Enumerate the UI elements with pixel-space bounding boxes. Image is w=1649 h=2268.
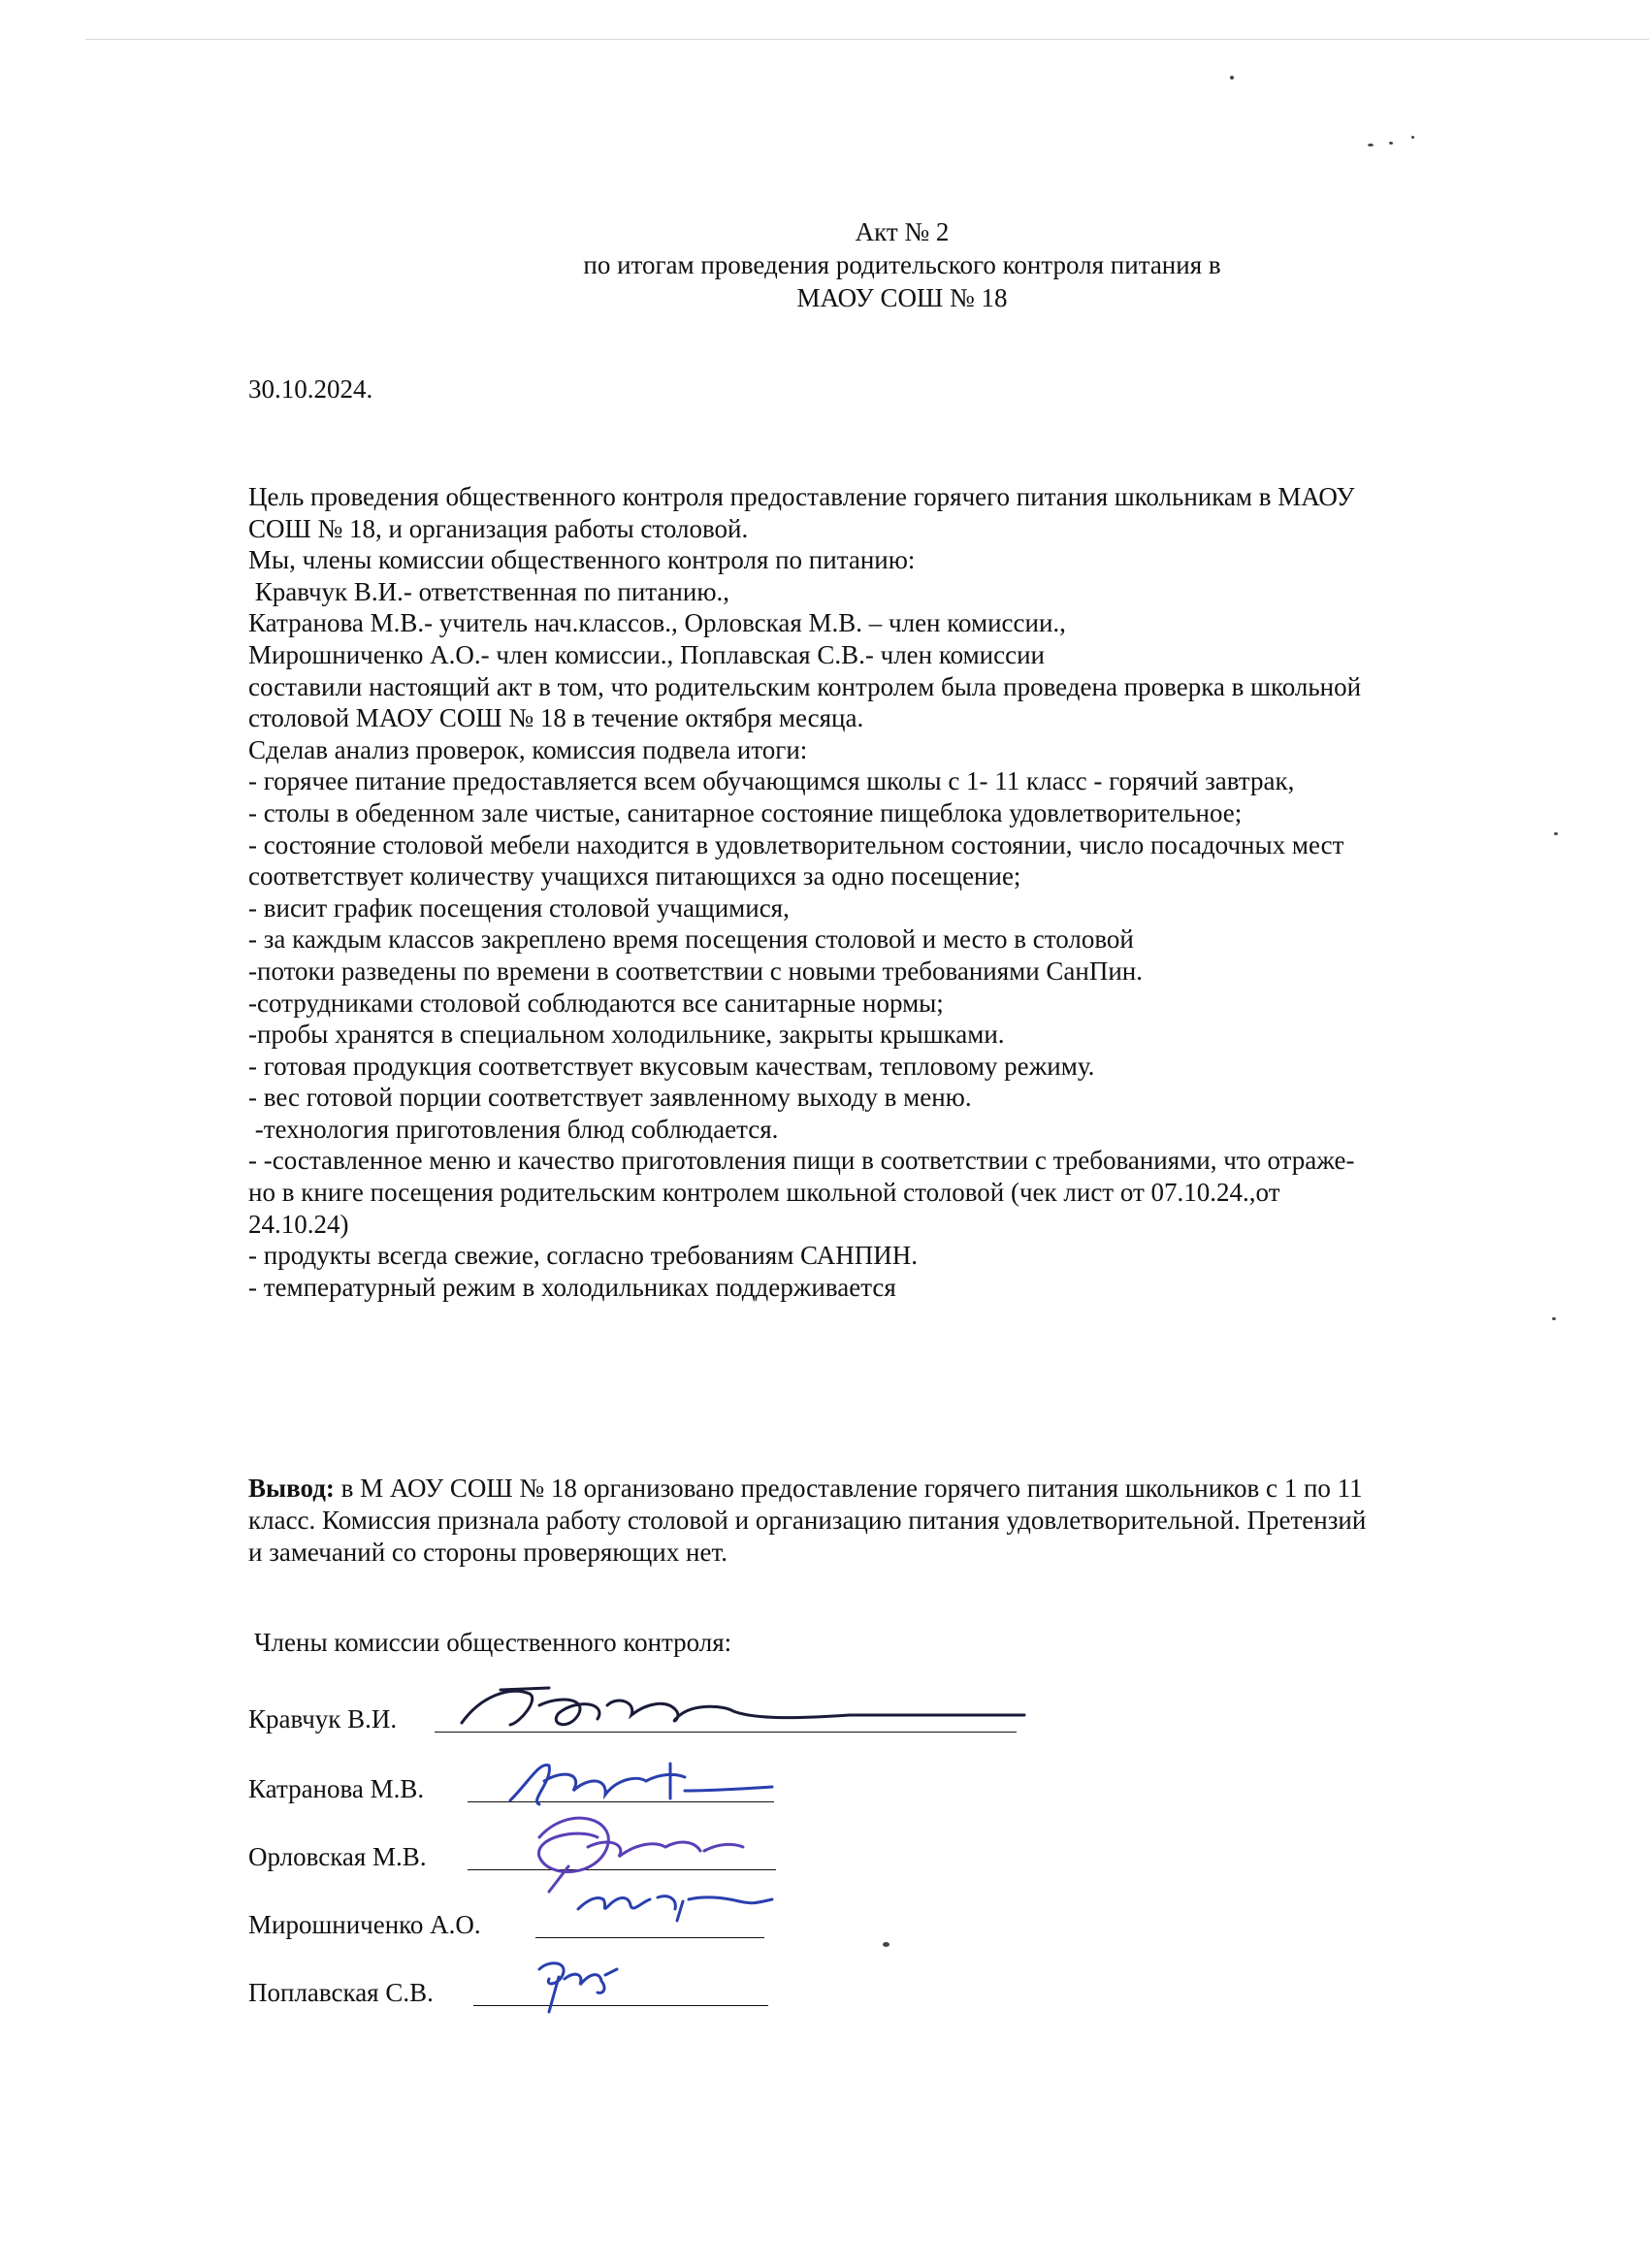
body-line: - горячее питание предоставляется всем обучающимся школы с 1- 11 класс - горячий завтрак, xyxy=(248,766,1295,796)
body-line: Мы, члены комиссии общественного контроля по питанию: xyxy=(248,545,916,575)
conclusion-line xyxy=(248,1473,1649,1505)
body-line: СОШ № 18, и организация работы столовой. xyxy=(248,513,749,543)
signature-member-name: Поплавская С.В. xyxy=(248,1978,434,2007)
document-subtitle-school: МАОУ СОШ № 18 xyxy=(796,283,1008,312)
handwritten-signature xyxy=(568,1876,801,1934)
document-subtitle: по итогам проведения родительского контроля питания в xyxy=(583,250,1221,279)
conclusion-text: в М АОУ СОШ № 18 организовано предоставление горячего питания школьников с 1 по 11 xyxy=(334,1474,1363,1503)
conclusion-paragraph xyxy=(248,1473,1649,1569)
body-line: - столы в обеденном зале чистые, санитарное состояние пищеблока удовлетворительное; xyxy=(248,797,1243,827)
body-line: - вес готовой порции соответствует заявленному выходу в меню. xyxy=(248,1083,972,1113)
commission-heading: Члены комиссии общественного контроля: xyxy=(254,1628,732,1657)
document-title: Акт № 2 xyxy=(855,217,950,246)
body-line: но в книге посещения родительским контролем школьной столовой (чек лист от 07.10.24.,от xyxy=(248,1178,1280,1208)
body-line: Кравчук В.И.- ответственная по питанию., xyxy=(248,576,729,606)
body-line: -сотрудниками столовой соблюдаются все санитарные нормы; xyxy=(248,988,944,1018)
scan-speck xyxy=(1389,142,1393,145)
body-line: -потоки разведены по времени в соответствии с новыми требованиями СанПин. xyxy=(248,956,1144,986)
body-line: Мирошниченко А.О.- член комиссии., Поплавская С.В.- член комиссии xyxy=(248,639,1045,669)
body-line: - продукты всегда свежие, согласно требованиям САНПИН. xyxy=(248,1241,918,1271)
signature-row xyxy=(248,1824,927,1882)
document-title-block xyxy=(0,215,1649,314)
handwritten-signature xyxy=(442,1676,1044,1744)
body-line: - за каждым классов закреплено время посещения столовой и место в столовой xyxy=(248,924,1134,955)
scan-speck xyxy=(1368,144,1374,146)
handwritten-signature xyxy=(520,1950,636,2018)
signature-line xyxy=(535,1937,764,1938)
body-line: Сделав анализ проверок, комиссия подвела итоги: xyxy=(248,734,808,764)
signature-member-name: Мирошниченко А.О. xyxy=(248,1910,481,1939)
signature-member-name: Кравчук В.И. xyxy=(248,1704,398,1733)
body-line: - -составленное меню и качество приготовления пищи в соответствии с требованиями, что отраже- xyxy=(248,1146,1355,1176)
body-line: -технология приготовления блюд соблюдается. xyxy=(248,1114,779,1144)
body-line: - состояние столовой мебели находится в удовлетворительном состоянии, число посадочных мест xyxy=(248,829,1344,859)
document-date: 30.10.2024. xyxy=(248,374,373,404)
body-line: - температурный режим в холодильниках поддерживается xyxy=(248,1272,896,1302)
scan-speck xyxy=(1411,136,1414,139)
signature-member-name: Орловская М.В. xyxy=(248,1842,427,1871)
scan-speck xyxy=(1552,1317,1556,1320)
body-line: составили настоящий акт в том, что родительским контролем была проведена проверка в школьной xyxy=(248,671,1362,701)
signature-row xyxy=(248,1892,927,1950)
body-line: соответствует количеству учащихся питающихся за одно посещение; xyxy=(248,861,1021,891)
body-line: 24.10.24) xyxy=(248,1209,349,1239)
conclusion-label: Вывод: xyxy=(248,1474,335,1503)
body-line: -пробы хранятся в специальном холодильнике, закрыты крышками. xyxy=(248,1020,1005,1050)
signature-member-name: Катранова М.В. xyxy=(248,1774,425,1803)
signature-row xyxy=(248,1756,927,1814)
body-line: столовой МАОУ СОШ № 18 в течение октября месяца. xyxy=(248,703,864,733)
scan-edge-line xyxy=(85,39,1649,40)
body-line: Цель проведения общественного контроля предоставление горячего питания школьникам в МАОУ xyxy=(248,482,1355,511)
signature-row xyxy=(248,1686,927,1744)
document-body xyxy=(248,481,1649,1303)
body-line: - висит график посещения столовой учащимися, xyxy=(248,892,790,923)
body-line: Катранова М.В.- учитель нач.классов., Орловская М.В. – член комиссии., xyxy=(248,608,1066,638)
scan-speck xyxy=(1230,76,1234,80)
conclusion-line: класс. Комиссия признала работу столовой и организацию питания удовлетворительной. Претензий xyxy=(248,1506,1367,1535)
signature-row xyxy=(248,1960,927,2018)
body-line: - готовая продукция соответствует вкусовым качествам, тепловому режиму. xyxy=(248,1051,1095,1081)
conclusion-line: и замечаний со стороны проверяющих нет. xyxy=(248,1538,728,1567)
